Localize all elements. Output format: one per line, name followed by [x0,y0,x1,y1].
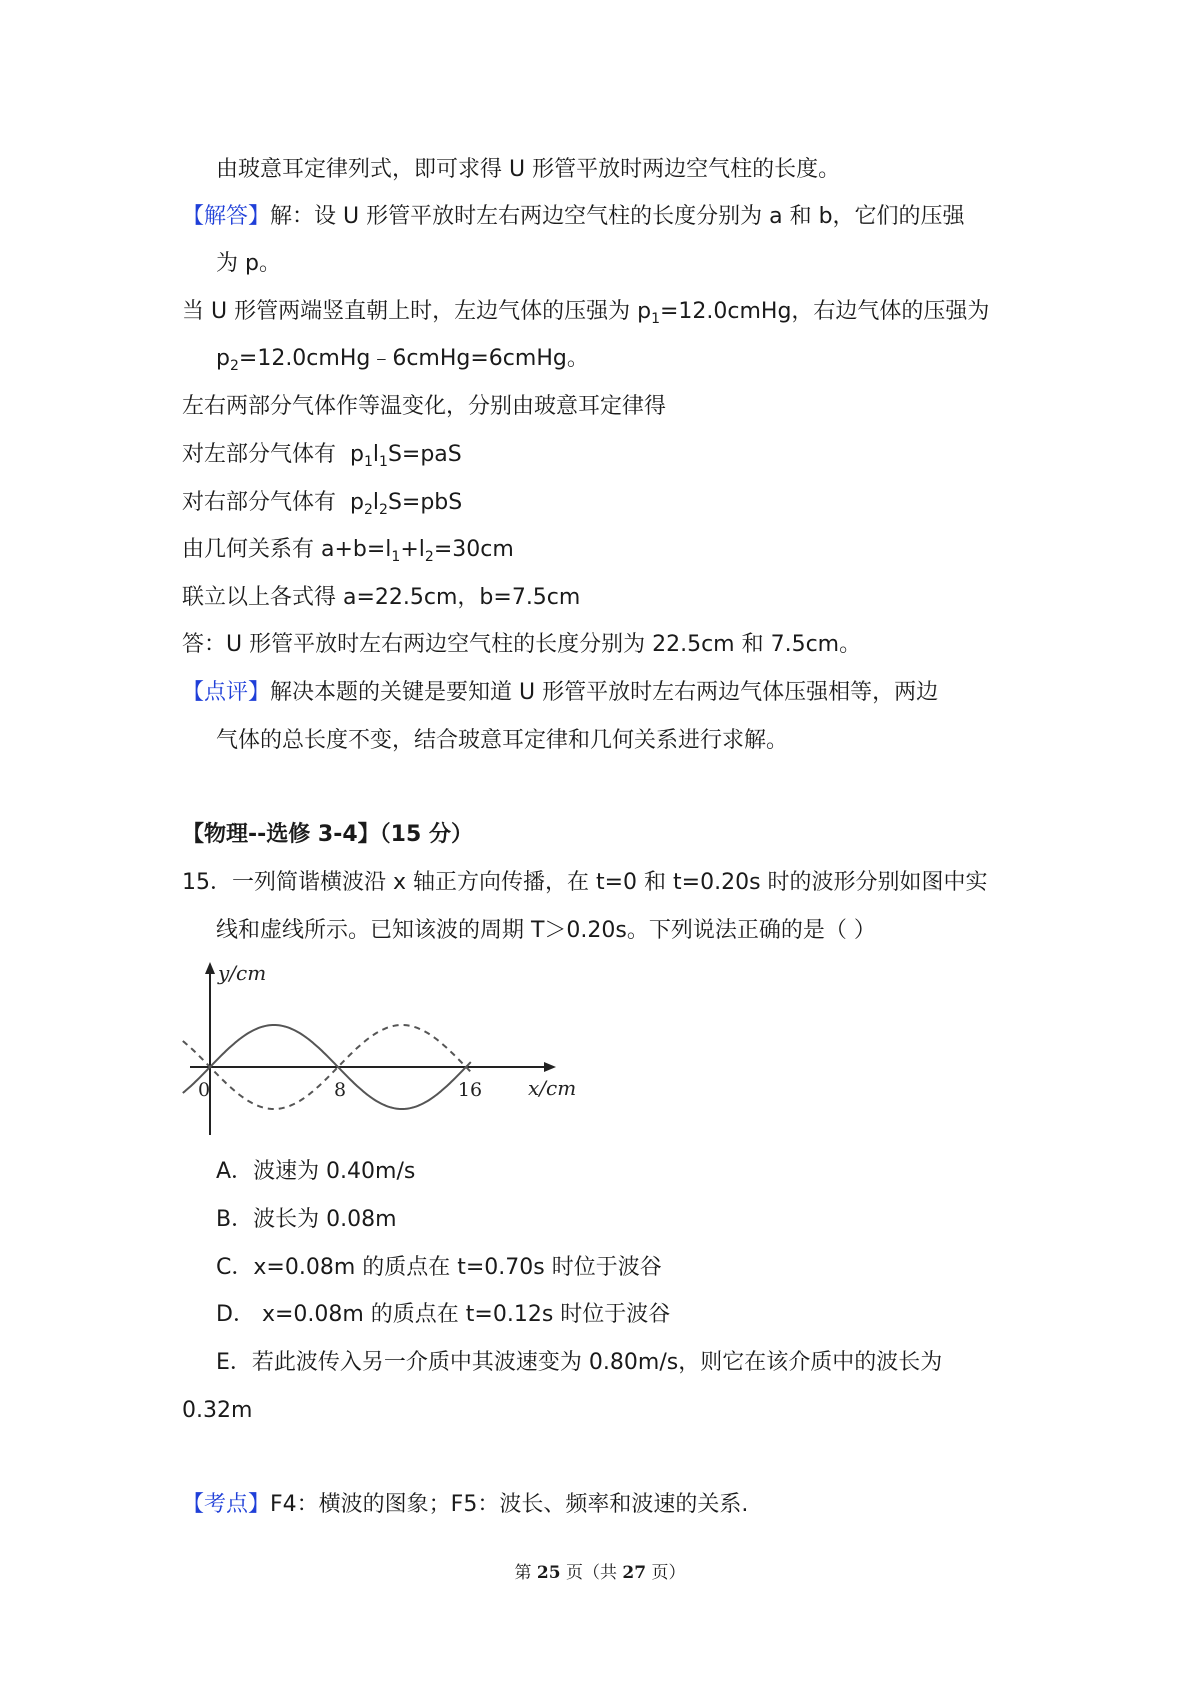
option-e-text: 若此波传入另一介质中其波速变为 0.80m/s，则它在该介质中的波长为 [251,1350,943,1375]
x-axis-label: x/cm [528,1076,577,1100]
geo-sub1: 1 [391,549,401,565]
geo-sub2: 2 [424,549,434,565]
vertical-state-line-2 [216,344,589,374]
option-d-letter: D． [216,1302,255,1327]
topic-text: F4：横波的图象；F5：波长、频率和波速的关系. [270,1492,749,1517]
geometry-line [182,535,514,565]
section-heading: 【物理--选修 3-4】（15 分） [182,822,473,847]
eq-left-rest: S=paS [387,442,462,467]
eq-left-sub1: 1 [363,454,373,470]
comment-line-2: 气体的总长度不变，结合玻意耳定律和几何关系进行求解。 [216,728,789,753]
option-e [216,1348,942,1378]
option-b-letter: B． [216,1207,254,1232]
page-footer [0,1558,1200,1583]
final-answer-line: 答：U 形管平放时左右两边空气柱的长度分别为 22.5cm 和 7.5cm。 [182,632,862,657]
comment-text-1: 解决本题的关键是要知道 U 形管平放时左右两边气体压强相等，两边 [270,680,939,705]
option-b [216,1205,397,1235]
y-axis-arrow [205,962,215,974]
vs2-sub: 2 [229,358,239,374]
question-line-1 [182,868,988,898]
eq-left-p: p [350,442,364,467]
wave-figure [180,960,580,1145]
geo-rest: =30cm [433,537,514,562]
x-axis-arrow [544,1062,556,1072]
eq-right-p: p [350,490,364,515]
eq-left-sub2: 1 [379,454,388,470]
vs2-pre: p [216,346,230,371]
answer-line-2: 为 p。 [216,251,281,276]
option-a-letter: A． [216,1159,254,1184]
answer-tag: 【解答】 [182,204,271,229]
option-c-letter: C． [216,1255,254,1280]
footer-page-number: 25 [536,1563,561,1583]
footer-suffix: 页） [646,1563,686,1583]
eq-right-l: l [372,490,380,515]
eq-right-sub2: 2 [379,502,388,518]
vs-post: =12.0cmHg，右边气体的压强为 [659,299,990,324]
option-d-text: x=0.08m 的质点在 t=0.12s 时位于波谷 [254,1302,671,1327]
comment-line-1 [182,678,938,708]
option-e-letter: E． [216,1350,252,1375]
answer-line-1 [182,202,965,232]
eq-right-rest: S=pbS [387,490,463,515]
geo-label: 由几何关系有 a+b=l [182,537,392,562]
vertical-state-line-1 [182,297,989,327]
y-axis-label: y/cm [218,961,267,985]
eq-left-l: l [372,442,380,467]
comment-tag: 【点评】 [182,680,271,705]
eq-left [182,440,462,470]
tick-label-8: 8 [333,1079,347,1101]
topic-tag: 【考点】 [182,1492,271,1517]
answer-text-1: 解：设 U 形管平放时左右两边空气柱的长度分别为 a 和 b，它们的压强 [270,204,965,229]
option-c-text: x=0.08m 的质点在 t=0.70s 时位于波谷 [253,1255,662,1280]
eq-right-sub1: 2 [363,502,373,518]
footer-middle: 页（共 [560,1563,623,1583]
option-a [216,1157,415,1187]
eq-right [182,488,462,518]
question-line-2: 线和虚线所示。已知该波的周期 T＞0.20s。下列说法正确的是（ ） [216,918,876,943]
option-b-text: 波长为 0.08m [253,1207,397,1232]
vs2-post: =12.0cmHg﹣6cmHg=6cmHg。 [238,346,589,371]
topic-line [182,1490,748,1520]
question-text-1: 一列简谐横波沿 x 轴正方向传播，在 t=0 和 t=0.20s 时的波形分别如图中实 [232,870,988,895]
combined-line: 联立以上各式得 a=22.5cm，b=7.5cm [182,585,581,610]
vs-sub: 1 [651,311,660,327]
tick-label-16: 16 [457,1079,483,1101]
vs-pre: 当 U 形管两端竖直朝上时，左边气体的压强为 p [182,299,652,324]
option-e-continuation: 0.32m [182,1398,253,1423]
geo-mid: +l [400,537,425,562]
origin-label: 0 [198,1079,211,1101]
eq-right-label: 对右部分气体有 [182,490,350,515]
footer-prefix: 第 [514,1563,537,1583]
option-a-text: 波速为 0.40m/s [253,1159,416,1184]
analysis-tail: 由玻意耳定律列式，即可求得 U 形管平放时两边空气柱的长度。 [216,157,841,182]
option-c [216,1253,662,1283]
eq-left-label: 对左部分气体有 [182,442,350,467]
question-number: 15． [182,870,232,895]
option-d [216,1300,670,1330]
isothermal-line: 左右两部分气体作等温变化，分别由玻意耳定律得 [182,394,667,419]
footer-total-pages: 27 [622,1563,647,1583]
